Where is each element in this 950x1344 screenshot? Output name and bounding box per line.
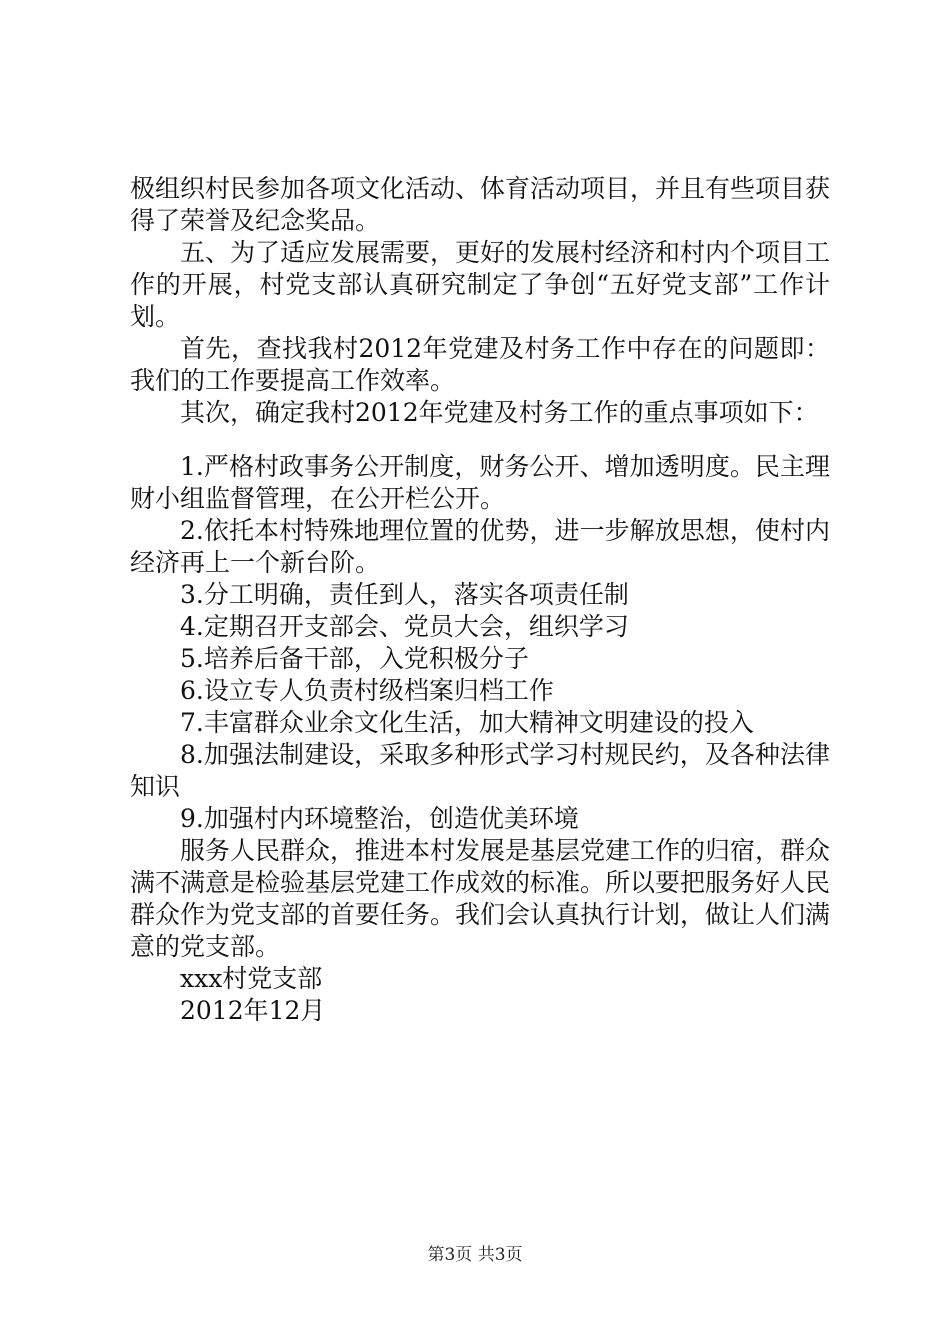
list-item-3: 3.分工明确，责任到人，落实各项责任制 xyxy=(180,580,629,609)
date-line: 2012年12月 xyxy=(180,996,326,1025)
list-item-4: 4.定期召开支部会、党员大会，组织学习 xyxy=(180,612,629,641)
list-item-9: 9.加强村内环境整治，创造优美环境 xyxy=(180,804,579,833)
paragraph-first: 首先，查找我村2012年党建及村务工作中存在的问题即：我们的工作要提高工作效率。 xyxy=(130,334,830,395)
paragraph-second: 其次，确定我村2012年党建及村务工作的重点事项如下： xyxy=(180,398,819,427)
paragraph-five: 五、为了适应发展需要，更好的发展村经济和村内个项目工作的开展，村党支部认真研究制定了争创“五好党支部”工作计划。 xyxy=(130,238,831,331)
list-item-7: 7.丰富群众业余文化生活，加大精神文明建设的投入 xyxy=(180,708,754,737)
list-item-1: 1.严格村政事务公开制度，财务公开、增加透明度。民主理财小组监督管理，在公开栏公开。 xyxy=(130,452,830,513)
list-item-8: 8.加强法制建设，采取多种形式学习村规民约，及各种法律知识 xyxy=(130,740,830,801)
document-body xyxy=(130,173,830,1027)
paragraph-continued: 极组织村民参加各项文化活动、体育活动项目，并且有些项目获得了荣誉及纪念奖品。 xyxy=(130,174,831,235)
list-item-2: 2.依托本村特殊地理位置的优势，进一步解放思想，使村内经济再上一个新台阶。 xyxy=(130,516,830,577)
list-item-5: 5.培养后备干部，入党积极分子 xyxy=(180,644,529,673)
page-footer: 第3页 共3页 xyxy=(427,1245,523,1265)
signature: xxx村党支部 xyxy=(180,964,323,993)
closing-paragraph: 服务人民群众，推进本村发展是基层党建工作的归宿，群众满不满意是检验基层党建工作成效的标准。所以要把服务好人民群众作为党支部的首要任务。我们会认真执行计划，做让人们满意的党支部。 xyxy=(130,836,831,961)
list-item-6: 6.设立专人负责村级档案归档工作 xyxy=(180,676,554,705)
